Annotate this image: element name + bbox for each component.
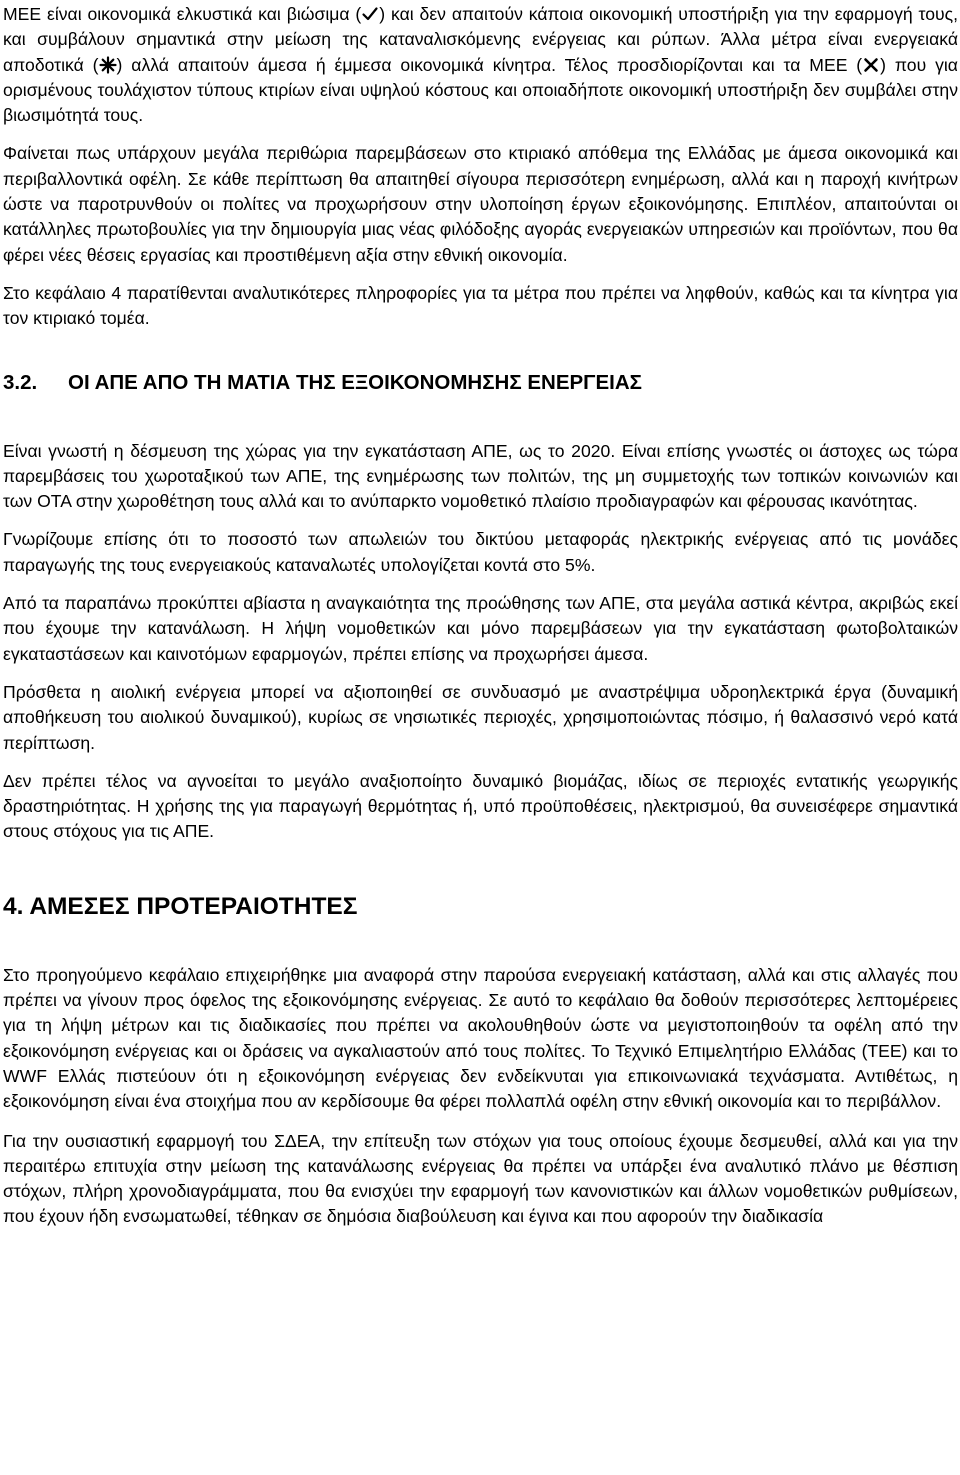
paragraph-urban-res: Από τα παραπάνω προκύπτει αβίαστα η αναγκαιότητα της προώθησης των ΑΠΕ, στα μεγάλα αστικά κέντρα, ακριβώς εκεί που έχουμε την κατανάλωση. Η λήψη νομοθετικών και μόνο παρεμβάσεων για την εγκατάσταση φωτοβολταικών εγκαταστάσεων και καινοτόμων εφαρμογών, πρέπει επίσης να προχωρήσει άμεσα. (3, 593, 958, 664)
paragraph-chapter4-ref: Στο κεφάλαιο 4 παρατίθενται αναλυτικότερες πληροφορίες για τα μέτρα που πρέπει να ληφθούν, καθώς και τα κίνητρα για τον κτιριακό τομέα. (3, 282, 958, 329)
para1-part-a: ΜΕΕ είναι οικονομικά ελκυστικά και βιώσιμα ( (3, 4, 362, 24)
paragraph-grid-losses: Γνωρίζουμε επίσης ότι το ποσοστό των απωλειών του δικτύου μεταφοράς ηλεκτρικής ενέργειας από τις μονάδες παραγωγής της τους ενεργειακούς καταναλωτές υπολογίζεται κοντά στο 5%. (3, 529, 958, 575)
para1-part-d: ) που για ορισμένους τουλάχιστον τύπους κτιρίων είναι υψηλού κόστους και οποιαδήποτε οικονομική υποστήριξη δεν συμβάλει στην βιωσιμότητά τους. (3, 54, 958, 126)
paragraph-mee-categories (3, 2, 958, 128)
para1-part-c: ) αλλά απαιτούν άμεσα ή έμμεσα οικονομικά κίνητρα. Τέλος προσδιορίζονται και τα ΜΕΕ ( (116, 54, 863, 75)
paragraph-interventions: Φαίνεται πως υπάρχουν μεγάλα περιθώρια παρεμβάσεων στο κτιριακό απόθεμα της Ελλάδας με άμεσα οικονομικά και περιβαλλοντικά οφέλη. Σε κάθε περίπτωση θα απαιτηθεί σίγουρα περισσότερη ενημέρωση, αλλά και η παροχή κινήτρων ώστε να παροτρυνθούν οι πολίτες να προχωρήσουν στην υλοποίηση έργων εξοικονόμησης. Επιπλέον, απαιτούνται οι κατάλληλες πρωτοβουλίες για την δημιουργία μιας νέας φιλόδοξης αγοράς ενεργειακών υπηρεσιών και προϊόντων, που θα φέρει νέες θέσεις εργασίας και προστιθέμενη αξία στην εθνική οικονομία. (3, 143, 958, 265)
paragraph-sdea: Για την ουσιαστική εφαρμογή του ΣΔΕΑ, την επίτευξη των στόχων για τους οποίους έχουμε δεσμευθεί, αλλά και για την περαιτέρω επιτυχία στην μείωση της κατανάλωσης ενέργειας θα πρέπει να υπάρξει ένα αναλυτικό πλάνο με θέσπιση στόχων, πλήρη χρονοδιαγράμματα, που θα ενισχύει την εφαρμογή των κανονιστικών και άλλων νομοθετικών ρυθμίσεων, που έχουν ήδη ενσωματωθεί, τέθηκαν σε δημόσια διαβούλευση και έγινα και που αφορούν την διαδικασία (3, 1130, 958, 1227)
cross-icon (862, 56, 880, 74)
paragraph-res-commitment: Είναι γνωστή η δέσμευση της χώρας για την εγκατάσταση ΑΠΕ, ως το 2020. Είναι επίσης γνωστές οι άστοχες ως τώρα παρεμβάσεις του χωροταξικού των ΑΠΕ, της ενημέρωσης των πολιτών, της μη συμμετοχής των τοπικών κοινωνιών και των ΟΤΑ στην χωροθέτηση τους αλλά και το ανύπαρκτο νομοθετικό πλαίσιο προδιαγραφών και φέρουσας ικανότητας. (3, 440, 958, 512)
section-heading-3-2 (3, 369, 958, 397)
asterisk-icon (99, 56, 117, 74)
check-icon (361, 5, 379, 23)
paragraph-biomass: Δεν πρέπει τέλος να αγνοείται το μεγάλο αναξιοποίητο δυναμικό βιομάζας, ιδίως σε περιοχές εντατικής γεωργικής δραστηριότητας. Η χρήσης της για παραγωγή θερμότητας ή, υπό προϋποθέσεις, ηλεκτρισμού, θα συνεισέφερε σημαντικά στους στόχους για τις ΑΠΕ. (3, 770, 958, 842)
section-number: 3.2. (3, 370, 38, 394)
section-heading-4: 4. ΑΜΕΣΕΣ ΠΡΟΤΕΡΑΙΟΤΗΤΕΣ (3, 892, 358, 920)
section-title: ΟΙ ΑΠΕ ΑΠΟ ΤΗ ΜΑΤΙΑ ΤΗΣ ΕΞΟΙΚΟΝΟΜΗΣΗΣ ΕΝΕΡΓΕΙΑΣ (68, 370, 642, 394)
paragraph-wind-hydro: Πρόσθετα η αιολική ενέργεια μπορεί να αξιοποιηθεί σε συνδυασμό με αναστρέψιμα υδροηλεκτρικά έργα (δυναμική αποθήκευση του αιολικού δυναμικού), κυρίως σε νησιωτικές περιοχές, χρησιμοποιώντας πόσιμο, ή θαλασσινό νερό κατά περίπτωση. (3, 681, 958, 753)
paragraph-previous-chapter: Στο προηγούμενο κεφάλαιο επιχειρήθηκε μια αναφορά στην παρούσα ενεργειακή κατάσταση, αλλά και στις αλλαγές που πρέπει να γίνουν προς όφελος της εξοικονόμησης ενέργειας. Σε αυτό το κεφάλαιο θα δοθούν περισσότερες λεπτομέρειες για τη λήψη μέτρων και τις διαδικασίες που πρέπει να ακολουθηθούν ώστε να μεγιστοποιηθούν τα οφέλη από την εξοικονόμηση ενέργειας και οι δράσεις να αγκαλιαστούν από τους πολίτες. Το Τεχνικό Επιμελητήριο Ελλάδας (ΤΕΕ) και το WWF Ελλάς πιστεύουν ότι η εξοικονόμηση ενέργειας δεν ενδείκνυται για επικοινωνιακά τεχνάσματα. Αντιθέτως, η εξοικονόμηση είναι ένα στοιχήμα που αν κερδίσουμε θα φέρει πολλαπλά οφέλη στην εθνική οικονομία και το περιβάλλον. (3, 964, 958, 1112)
para1-part-b: ) και δεν απαιτούν κάποια οικονομική υποστήριξη για την εφαρμογή τους, και συμβάλουν σημαντικά στην μείωση της καταναλισκόμενης ενέργειας και ρύπων. Άλλα μέτρα είναι ενεργειακά αποδοτικά ( (3, 4, 958, 75)
